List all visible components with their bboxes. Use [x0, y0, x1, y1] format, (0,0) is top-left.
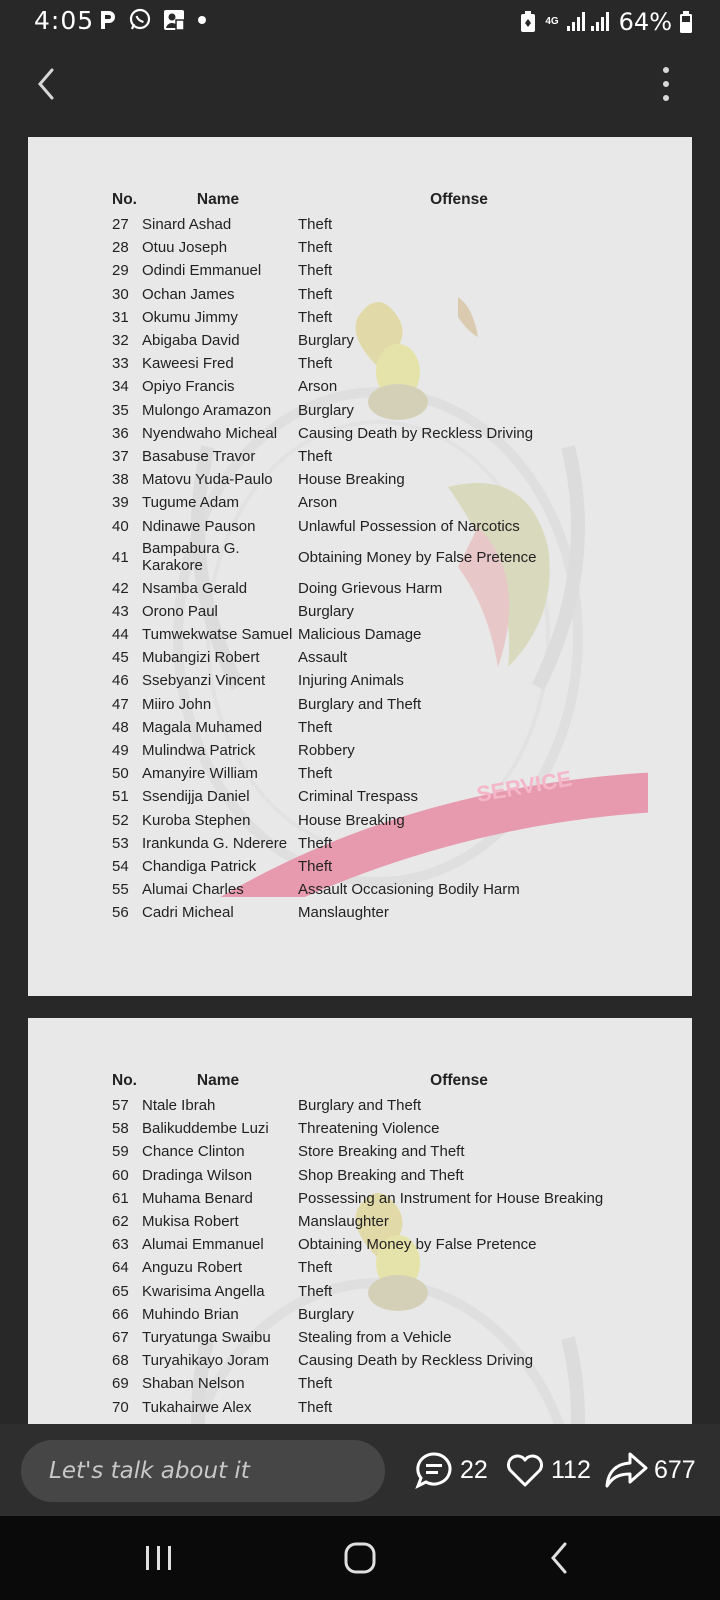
- row-no: 38: [112, 471, 129, 489]
- row-name: Irankunda G. Nderere: [142, 834, 288, 852]
- notification-icons: [98, 8, 208, 32]
- table-row: [112, 1187, 638, 1210]
- row-no: 36: [112, 424, 129, 442]
- row-name: Shaban Nelson: [142, 1375, 245, 1393]
- row-offense: Theft: [298, 1259, 333, 1277]
- row-no: 69: [112, 1375, 129, 1393]
- row-no: 51: [112, 788, 129, 806]
- row-offense: Theft: [298, 1398, 333, 1416]
- row-name: Mukisa Robert: [142, 1213, 239, 1231]
- battery-saver-icon: [519, 10, 537, 34]
- row-name: Muhama Benard: [142, 1189, 253, 1207]
- table-row: [112, 809, 638, 832]
- table-row: [112, 832, 638, 855]
- share-button[interactable]: [604, 1450, 696, 1490]
- row-name: Tugume Adam: [142, 494, 239, 512]
- row-offense: Theft: [298, 718, 333, 736]
- row-offense: Causing Death by Reckless Driving: [298, 424, 534, 442]
- table-row: [112, 1303, 638, 1326]
- row-no: 70: [112, 1398, 129, 1416]
- row-name: Kaweesi Fred: [142, 355, 234, 373]
- row-no: 57: [112, 1097, 129, 1115]
- row-offense: Theft: [298, 239, 333, 257]
- row-offense: Injuring Animals: [298, 672, 404, 690]
- battery-percent: 64%: [618, 8, 672, 36]
- row-name: Amanyire William: [142, 765, 258, 783]
- row-offense: Stealing from a Vehicle: [298, 1328, 452, 1346]
- watermark-banner-text: SERVICE: [474, 765, 574, 807]
- row-offense: Threatening Violence: [298, 1120, 440, 1138]
- table-row: [112, 375, 638, 398]
- row-name: Chandiga Patrick: [142, 857, 257, 875]
- header-offense: Offense: [430, 191, 488, 208]
- row-no: 63: [112, 1236, 129, 1254]
- row-offense: Arson: [298, 494, 338, 512]
- row-offense: Obtaining Money by False Pretence: [298, 548, 537, 566]
- header-no: No.: [112, 1072, 137, 1089]
- row-offense: Burglary: [298, 1305, 354, 1323]
- table-header: [112, 1072, 638, 1094]
- row-name: Mulindwa Patrick: [142, 742, 256, 760]
- row-no: 49: [112, 742, 129, 760]
- table-row: [112, 577, 638, 600]
- table-row: [112, 600, 638, 623]
- home-button[interactable]: [340, 1538, 380, 1578]
- row-name: Kwarisima Angella: [142, 1282, 265, 1300]
- shares-count: 677: [654, 1455, 696, 1484]
- table-row: [112, 1280, 638, 1303]
- offender-table: [112, 191, 638, 924]
- row-no: 65: [112, 1282, 129, 1300]
- row-no: 52: [112, 811, 129, 829]
- row-no: 40: [112, 517, 129, 535]
- row-no: 41: [112, 548, 129, 566]
- row-offense: Theft: [298, 308, 333, 326]
- row-no: 58: [112, 1120, 129, 1138]
- row-no: 37: [112, 447, 129, 465]
- row-name: Ssebyanzi Vincent: [142, 672, 266, 690]
- back-button[interactable]: [26, 62, 70, 106]
- table-row: [112, 1349, 638, 1372]
- row-name: Mubangizi Robert: [142, 649, 260, 667]
- table-row: [112, 352, 638, 375]
- offender-table: [112, 1072, 638, 1419]
- row-name: Nsamba Gerald: [142, 579, 248, 597]
- table-row: [112, 1372, 638, 1395]
- row-name: Alumai Emmanuel: [142, 1236, 264, 1254]
- row-name: Turyahikayo Joram: [142, 1352, 269, 1370]
- table-row: [112, 669, 638, 692]
- row-offense: Possessing an Instrument for House Breaking: [298, 1189, 604, 1207]
- row-name: Tumwekwatse Samuel: [142, 626, 293, 644]
- row-name: Opiyo Francis: [142, 378, 235, 396]
- row-no: 42: [112, 579, 129, 597]
- row-name: Turyatunga Swaibu: [142, 1328, 271, 1346]
- row-no: 45: [112, 649, 129, 667]
- header-name: Name: [196, 1072, 240, 1089]
- row-no: 35: [112, 401, 129, 419]
- back-icon: [553, 1544, 565, 1572]
- more-options-button[interactable]: [636, 62, 680, 106]
- table-row: [112, 693, 638, 716]
- table-row: [112, 306, 638, 329]
- chevron-left-icon: [40, 70, 52, 98]
- row-no: 29: [112, 262, 129, 280]
- row-no: 33: [112, 355, 129, 373]
- row-offense: Theft: [298, 765, 333, 783]
- table-header: [112, 191, 638, 213]
- table-row: [112, 1117, 638, 1140]
- row-name: Ntale Ibrah: [142, 1097, 216, 1115]
- row-name: Okumu Jimmy: [142, 308, 238, 326]
- table-row: [112, 1164, 638, 1187]
- table-row: [112, 1210, 638, 1233]
- table-row: [112, 623, 638, 646]
- dot-icon: [196, 14, 208, 26]
- row-name: Cadri Micheal: [142, 904, 234, 922]
- row-name: Mulongo Aramazon: [142, 401, 272, 419]
- row-offense: Theft: [298, 262, 333, 280]
- row-offense: Unlawful Possession of Narcotics: [298, 517, 520, 535]
- row-no: 60: [112, 1166, 129, 1184]
- row-name: Nyendwaho Micheal: [142, 424, 278, 442]
- row-offense: Store Breaking and Theft: [298, 1143, 465, 1161]
- table-body: [112, 213, 638, 924]
- whatsapp-icon: [128, 8, 152, 32]
- row-name: Dradinga Wilson: [142, 1166, 253, 1184]
- row-no: 67: [112, 1328, 129, 1346]
- row-offense: Burglary: [298, 332, 354, 350]
- table-row: [112, 283, 638, 306]
- table-row: [112, 329, 638, 352]
- row-no: 34: [112, 378, 129, 396]
- table-row: [112, 399, 638, 422]
- header-no: No.: [112, 191, 137, 208]
- table-row: [112, 716, 638, 739]
- row-offense: Malicious Damage: [298, 626, 422, 644]
- row-name: Balikuddembe Luzi: [142, 1120, 269, 1138]
- row-name: Matovu Yuda-Paulo: [142, 471, 273, 489]
- recent-apps-icon: [146, 1546, 171, 1570]
- row-name: Magala Muhamed: [142, 718, 263, 736]
- document-page-2[interactable]: [28, 1018, 692, 1424]
- table-row: [112, 538, 638, 577]
- row-offense: Theft: [298, 1282, 333, 1300]
- row-no: 55: [112, 881, 129, 899]
- home-icon: [346, 1544, 374, 1572]
- table-row: [112, 1094, 638, 1117]
- share-arrow-icon: [604, 1450, 648, 1490]
- row-no: 54: [112, 857, 129, 875]
- row-offense: Causing Death by Reckless Driving: [298, 1352, 534, 1370]
- row-name: Anguzu Robert: [142, 1259, 243, 1277]
- row-offense: Manslaughter: [298, 904, 389, 922]
- row-offense: Theft: [298, 216, 333, 234]
- table-row: [112, 514, 638, 537]
- row-offense: Shop Breaking and Theft: [298, 1166, 464, 1184]
- table-row: [112, 1395, 638, 1418]
- row-offense: Theft: [298, 1375, 333, 1393]
- table-row: [112, 901, 638, 924]
- row-offense: Theft: [298, 447, 333, 465]
- table-row: [112, 445, 638, 468]
- row-offense: Burglary: [298, 602, 354, 620]
- row-no: 44: [112, 626, 129, 644]
- table-row: [112, 1233, 638, 1256]
- more-vertical-icon: [663, 67, 669, 101]
- comment-icon: [414, 1450, 454, 1490]
- row-offense: Theft: [298, 355, 333, 373]
- row-offense: Burglary and Theft: [298, 1097, 422, 1115]
- status-time: 4:05: [34, 6, 95, 35]
- table-row: [112, 213, 638, 236]
- table-row: [112, 878, 638, 901]
- table-row: [112, 236, 638, 259]
- row-no: 28: [112, 239, 129, 257]
- signal-icon: [567, 11, 611, 33]
- navigation-bar: [0, 1516, 720, 1600]
- row-name: Abigaba David: [142, 332, 240, 350]
- row-name: Ssendijja Daniel: [142, 788, 250, 806]
- header-name: Name: [196, 191, 240, 208]
- table-row: [112, 855, 638, 878]
- comment-input[interactable]: Let's talk about it: [21, 1440, 385, 1502]
- likes-count: 112: [551, 1455, 591, 1484]
- row-name: Chance Clinton: [142, 1143, 245, 1161]
- row-name: Muhindo Brian: [142, 1305, 239, 1323]
- row-name: Ndinawe Pauson: [142, 517, 256, 535]
- network-type: 4G: [545, 16, 559, 27]
- row-no: 61: [112, 1189, 129, 1207]
- row-no: 46: [112, 672, 129, 690]
- recent-apps-button[interactable]: [139, 1538, 179, 1578]
- row-no: 39: [112, 494, 129, 512]
- table-body: [112, 1094, 638, 1419]
- row-offense: Assault: [298, 649, 348, 667]
- action-bar: [0, 1424, 720, 1516]
- row-offense: Doing Grievous Harm: [298, 579, 443, 597]
- row-name: Odindi Emmanuel: [142, 262, 262, 280]
- row-name: Miiro John: [142, 695, 212, 713]
- table-row: [112, 646, 638, 669]
- document-page-1[interactable]: [28, 137, 692, 996]
- row-name: Tukahairwe Alex: [142, 1398, 252, 1416]
- table-row: [112, 491, 638, 514]
- table-row: [112, 1140, 638, 1163]
- row-name: Kuroba Stephen: [142, 811, 251, 829]
- row-no: 64: [112, 1259, 129, 1277]
- table-row: [112, 739, 638, 762]
- row-offense: Arson: [298, 378, 338, 396]
- row-offense: Theft: [298, 857, 333, 875]
- row-offense: Burglary and Theft: [298, 695, 422, 713]
- row-name: Otuu Joseph: [142, 239, 228, 257]
- row-offense: Burglary: [298, 401, 354, 419]
- row-no: 56: [112, 904, 129, 922]
- contact-card-icon: [162, 8, 186, 32]
- table-row: [112, 1256, 638, 1279]
- p-icon: [98, 9, 118, 31]
- row-offense: House Breaking: [298, 471, 405, 489]
- row-no: 62: [112, 1213, 129, 1231]
- row-offense: House Breaking: [298, 811, 405, 829]
- table-row: [112, 1326, 638, 1349]
- row-offense: Manslaughter: [298, 1213, 389, 1231]
- heart-icon: [505, 1450, 545, 1490]
- row-name: Bampabura G. Karakore: [142, 540, 240, 575]
- row-offense: Robbery: [298, 742, 355, 760]
- row-name: Sinard Ashad: [142, 216, 232, 234]
- row-offense: Obtaining Money by False Pretence: [298, 1236, 537, 1254]
- row-name: Ochan James: [142, 285, 235, 303]
- table-row: [112, 422, 638, 445]
- row-no: 66: [112, 1305, 129, 1323]
- table-row: [112, 468, 638, 491]
- row-no: 47: [112, 695, 129, 713]
- row-no: 27: [112, 216, 129, 234]
- row-offense: Theft: [298, 285, 333, 303]
- like-button[interactable]: [505, 1450, 591, 1490]
- row-name: Orono Paul: [142, 602, 218, 620]
- table-row: [112, 785, 638, 808]
- row-offense: Assault Occasioning Bodily Harm: [298, 881, 520, 899]
- row-no: 53: [112, 834, 129, 852]
- table-row: [112, 259, 638, 282]
- comments-button[interactable]: [414, 1450, 488, 1490]
- row-no: 31: [112, 308, 129, 326]
- header-offense: Offense: [430, 1072, 488, 1089]
- row-no: 50: [112, 765, 129, 783]
- row-no: 32: [112, 332, 129, 350]
- row-no: 68: [112, 1352, 129, 1370]
- comments-count: 22: [460, 1455, 488, 1484]
- row-no: 48: [112, 718, 129, 736]
- row-name: Basabuse Travor: [142, 447, 256, 465]
- status-bar: [0, 0, 720, 44]
- table-row: [112, 762, 638, 785]
- row-name: Alumai Charles: [142, 881, 244, 899]
- row-offense: Theft: [298, 834, 333, 852]
- battery-icon: [680, 11, 692, 33]
- row-no: 59: [112, 1143, 129, 1161]
- row-no: 30: [112, 285, 129, 303]
- system-back-button[interactable]: [541, 1538, 581, 1578]
- row-no: 43: [112, 602, 129, 620]
- system-icons: [519, 8, 692, 36]
- row-offense: Criminal Trespass: [298, 788, 419, 806]
